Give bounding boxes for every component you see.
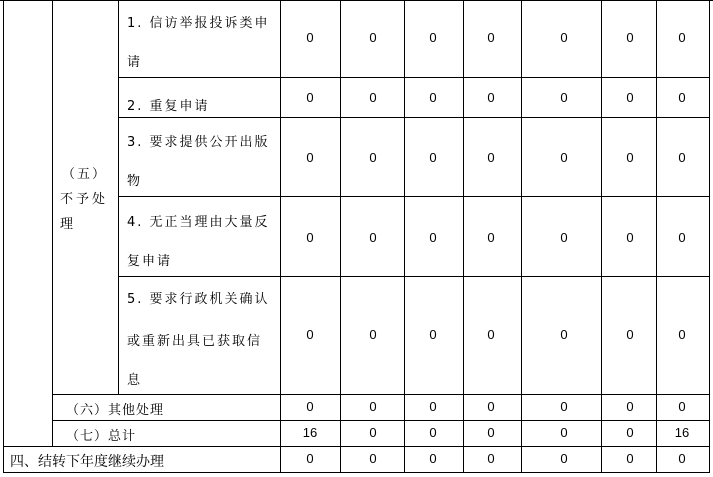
row5-value-col1: 0 bbox=[306, 327, 314, 342]
row-line-4 bbox=[118, 276, 710, 277]
row1-value-col1: 0 bbox=[306, 30, 314, 45]
row2-value-col4: 0 bbox=[487, 90, 495, 105]
row4-item-line2: 复申请 bbox=[127, 254, 173, 269]
row3-value-col6: 0 bbox=[626, 150, 634, 165]
carryover-value-col3: 0 bbox=[429, 451, 437, 466]
col-line-e bbox=[404, 0, 405, 473]
col-line-right bbox=[709, 0, 710, 473]
col-line-d bbox=[340, 0, 341, 473]
row1-value-col5: 0 bbox=[560, 30, 568, 45]
row2-value-col2: 0 bbox=[369, 90, 377, 105]
total-label: （七）总计 bbox=[66, 429, 137, 444]
carryover-value-col1: 0 bbox=[306, 451, 314, 466]
carryover-value-col7: 0 bbox=[678, 451, 686, 466]
other-value-col3: 0 bbox=[429, 399, 437, 414]
row5-value-col6: 0 bbox=[626, 327, 634, 342]
row4-value-col4: 0 bbox=[487, 230, 495, 245]
other-value-col7: 0 bbox=[678, 399, 686, 414]
row1-item-line2: 请 bbox=[127, 55, 143, 70]
col-line-c bbox=[280, 0, 281, 473]
carryover-label: 四、结转下年度继续办理 bbox=[10, 454, 164, 470]
row1-value-col2: 0 bbox=[369, 30, 377, 45]
row-line-5 bbox=[52, 394, 710, 395]
row1-item-line1: 1. 信访举报投诉类申 bbox=[127, 16, 270, 31]
row-line-6 bbox=[52, 420, 710, 421]
row1-value-col6: 0 bbox=[626, 30, 634, 45]
row5-value-col4: 0 bbox=[487, 327, 495, 342]
row4-value-col7: 0 bbox=[678, 230, 686, 245]
row5-value-col2: 0 bbox=[369, 327, 377, 342]
row1-value-col4: 0 bbox=[487, 30, 495, 45]
carryover-value-col2: 0 bbox=[369, 451, 377, 466]
col-line-h bbox=[601, 0, 602, 473]
col-line-f bbox=[463, 0, 464, 473]
col-line-b bbox=[118, 0, 119, 395]
total-value-col5: 0 bbox=[560, 425, 568, 440]
row2-value-col3: 0 bbox=[429, 90, 437, 105]
row-line-2 bbox=[118, 117, 710, 118]
row5-item-line1: 5. 要求行政机关确认 bbox=[127, 292, 270, 307]
total-value-col3: 0 bbox=[429, 425, 437, 440]
carryover-value-col4: 0 bbox=[487, 451, 495, 466]
other-value-col1: 0 bbox=[306, 399, 314, 414]
row5-item-line2: 或重新出具已获取信 bbox=[127, 334, 263, 349]
row-line-0 bbox=[0, 0, 713, 1]
total-value-col4: 0 bbox=[487, 425, 495, 440]
row3-value-col2: 0 bbox=[369, 150, 377, 165]
row4-value-col3: 0 bbox=[429, 230, 437, 245]
row5-value-col5: 0 bbox=[560, 327, 568, 342]
col-line-i bbox=[656, 0, 657, 473]
row3-value-col4: 0 bbox=[487, 150, 495, 165]
col-line-left bbox=[3, 0, 4, 473]
section5-label-2: 不予处 bbox=[60, 192, 109, 207]
row4-value-col5: 0 bbox=[560, 230, 568, 245]
row5-item-line3: 息 bbox=[127, 373, 143, 388]
carryover-value-col6: 0 bbox=[626, 451, 634, 466]
col-line-a bbox=[52, 0, 53, 447]
row2-value-col7: 0 bbox=[678, 90, 686, 105]
row4-value-col2: 0 bbox=[369, 230, 377, 245]
row4-item-line1: 4. 无正当理由大量反 bbox=[127, 215, 270, 230]
other-value-col4: 0 bbox=[487, 399, 495, 414]
row3-value-col7: 0 bbox=[678, 150, 686, 165]
other-value-col5: 0 bbox=[560, 399, 568, 414]
row4-value-col6: 0 bbox=[626, 230, 634, 245]
row1-value-col7: 0 bbox=[678, 30, 686, 45]
row-line-1 bbox=[118, 77, 710, 78]
row3-value-col1: 0 bbox=[306, 150, 314, 165]
total-value-col7: 16 bbox=[674, 425, 690, 440]
row1-value-col3: 0 bbox=[429, 30, 437, 45]
total-value-col2: 0 bbox=[369, 425, 377, 440]
row-line-3 bbox=[118, 196, 710, 197]
row5-value-col7: 0 bbox=[678, 327, 686, 342]
other-label: （六）其他处理 bbox=[66, 403, 165, 418]
row3-item-line2: 物 bbox=[127, 174, 143, 189]
row2-value-col1: 0 bbox=[306, 90, 314, 105]
section5-label-3: 理 bbox=[60, 217, 74, 232]
row3-value-col3: 0 bbox=[429, 150, 437, 165]
carryover-value-col5: 0 bbox=[560, 451, 568, 466]
total-value-col6: 0 bbox=[626, 425, 634, 440]
total-value-col1: 16 bbox=[302, 425, 318, 440]
row5-value-col3: 0 bbox=[429, 327, 437, 342]
row2-value-col5: 0 bbox=[560, 90, 568, 105]
other-value-col2: 0 bbox=[369, 399, 377, 414]
row-line-8 bbox=[3, 472, 710, 473]
row2-value-col6: 0 bbox=[626, 90, 634, 105]
row-line-7 bbox=[3, 446, 710, 447]
section5-label-1: （五） bbox=[62, 167, 108, 182]
row3-value-col5: 0 bbox=[560, 150, 568, 165]
row4-value-col1: 0 bbox=[306, 230, 314, 245]
row2-item: 2. 重复申请 bbox=[127, 99, 210, 114]
col-line-g bbox=[521, 0, 522, 473]
row3-item-line1: 3. 要求提供公开出版 bbox=[127, 135, 270, 150]
other-value-col6: 0 bbox=[626, 399, 634, 414]
